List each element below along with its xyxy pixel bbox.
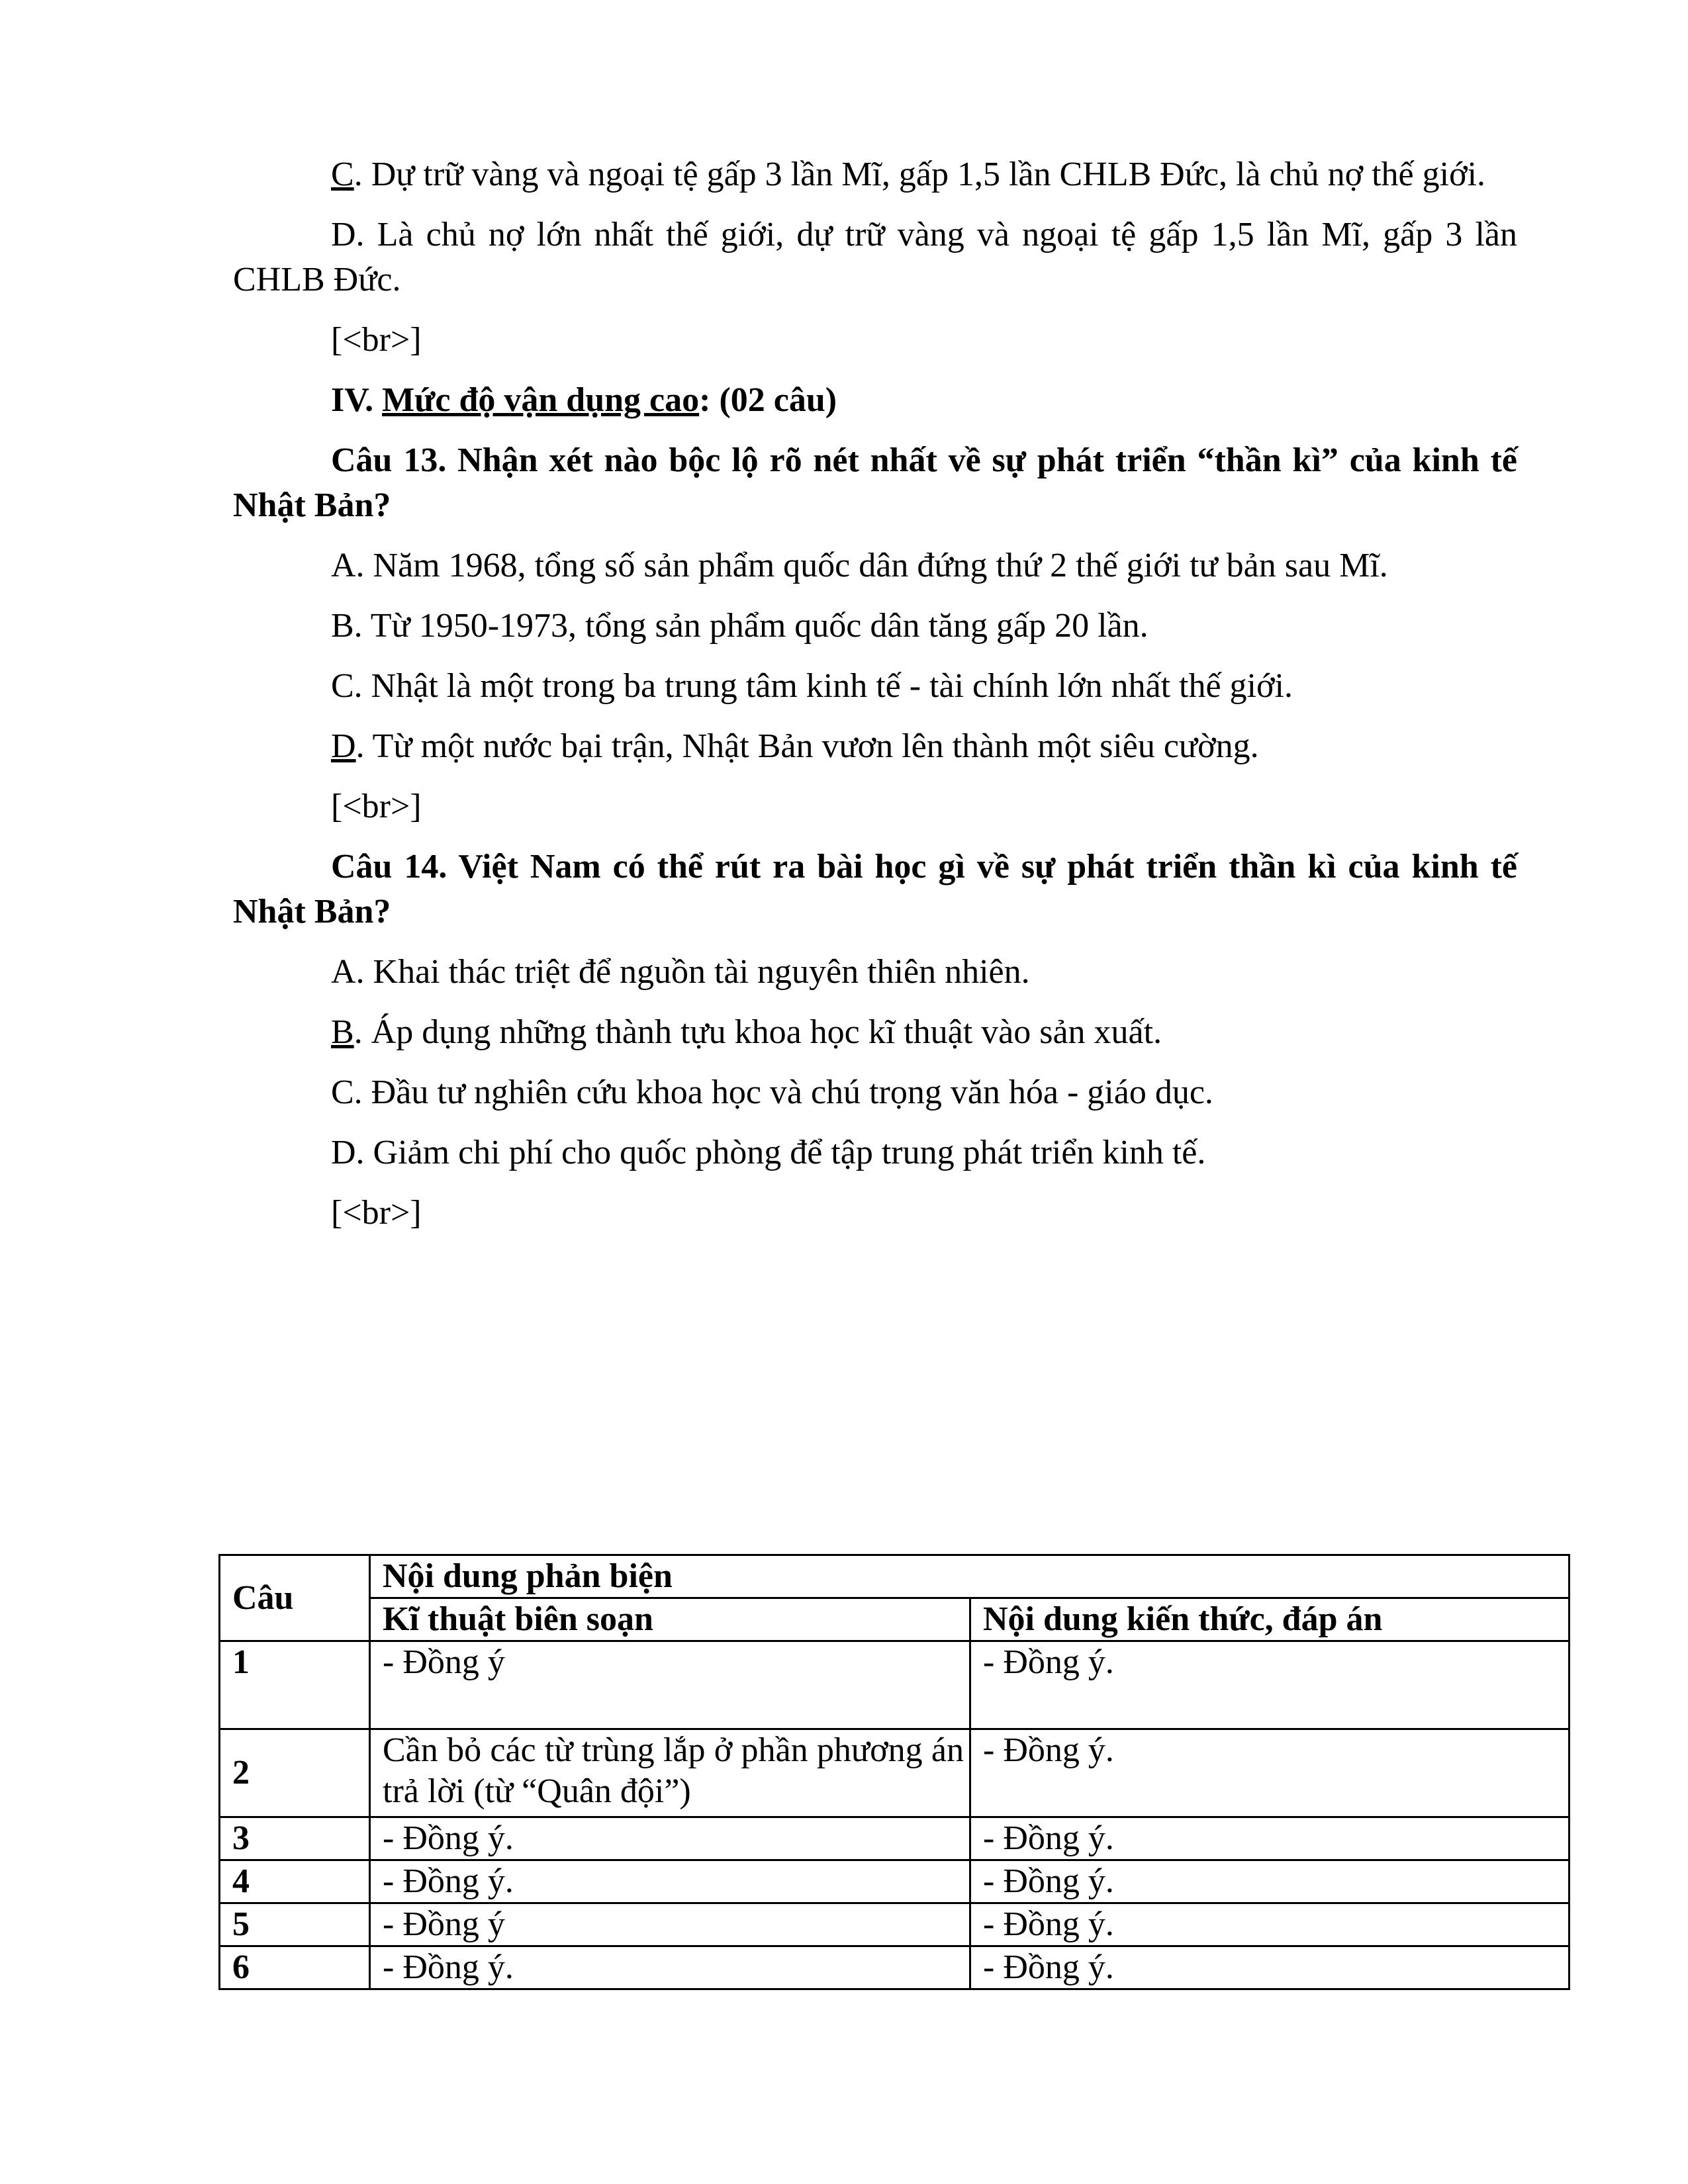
table-row [220, 1860, 1570, 1903]
header-technique: Kĩ thuật biên soạn [370, 1598, 970, 1641]
section-title: Mức độ vận dụng cao [382, 381, 700, 419]
q14-stem: Câu 14. Việt Nam có thể rút ra bài học gì về sự phát triển thần kì của kinh tế Nhật Bản? [233, 848, 1517, 931]
br-marker: [<br>] [331, 788, 422, 825]
section-roman: IV. [331, 381, 383, 419]
q12-option-d: D. Là chủ nợ lớn nhất thế giới, dự trữ vàng và ngoại tệ gấp 1,5 lần Mĩ, gấp 3 lần CHLB Đức. [233, 216, 1517, 298]
row-technique: - Đồng ý. [370, 1946, 970, 1989]
br-marker: [<br>] [331, 321, 422, 359]
q12-option-c-letter: C [331, 156, 354, 193]
header-content: Nội dung kiến thức, đáp án [970, 1598, 1570, 1641]
row-number: 1 [220, 1641, 370, 1729]
row-number: 4 [220, 1860, 370, 1903]
row-technique: - Đồng ý [370, 1903, 970, 1946]
row-content: - Đồng ý. [970, 1817, 1570, 1860]
row-content: - Đồng ý. [970, 1860, 1570, 1903]
row-technique: - Đồng ý [370, 1641, 970, 1729]
q13-option-d-text: . Từ một nước bại trận, Nhật Bản vươn lên thành một siêu cường. [355, 727, 1259, 765]
row-number: 3 [220, 1817, 370, 1860]
q13-option-c: C. Nhật là một trong ba trung tâm kinh tế - tài chính lớn nhất thế giới. [331, 667, 1293, 705]
table-row [220, 1903, 1570, 1946]
q14-option-b-text: . Áp dụng những thành tựu khoa học kĩ thuật vào sản xuất. [353, 1013, 1162, 1051]
row-content: - Đồng ý. [970, 1641, 1570, 1729]
row-number: 2 [220, 1729, 370, 1817]
row-number: 6 [220, 1946, 370, 1989]
table-header-row [220, 1555, 1570, 1598]
q14-option-d: D. Giảm chi phí cho quốc phòng để tập trung phát triển kinh tế. [331, 1134, 1206, 1171]
q12-option-c-text: . Dự trữ vàng và ngoại tệ gấp 3 lần Mĩ, gấp 1,5 lần CHLB Đức, là chủ nợ thế giới. [353, 156, 1486, 193]
header-cau: Câu [220, 1555, 370, 1641]
q12-option-c [233, 152, 1517, 197]
section-count: : (02 câu) [699, 381, 837, 419]
q14-option-b [233, 1010, 1517, 1055]
table-row [220, 1817, 1570, 1860]
q13-option-d-letter: D [331, 727, 356, 765]
row-content: - Đồng ý. [970, 1946, 1570, 1989]
row-number: 5 [220, 1903, 370, 1946]
row-content: - Đồng ý. [970, 1729, 1570, 1817]
table-row [220, 1729, 1570, 1817]
q13-stem: Câu 13. Nhận xét nào bộc lộ rõ nét nhất về sự phát triển “thần kì” của kinh tế Nhật Bản? [233, 441, 1517, 524]
q13-option-d [233, 724, 1517, 769]
q13-option-b: B. Từ 1950-1973, tổng sản phẩm quốc dân tăng gấp 20 lần. [331, 607, 1149, 645]
question-body [233, 152, 1517, 1251]
row-technique: - Đồng ý. [370, 1817, 970, 1860]
row-content: - Đồng ý. [970, 1903, 1570, 1946]
table-subheader-row [220, 1598, 1570, 1641]
header-group: Nội dung phản biện [370, 1555, 1570, 1598]
table-row [220, 1641, 1570, 1729]
row-technique: - Đồng ý. [370, 1860, 970, 1903]
q14-option-b-letter: B [331, 1013, 354, 1051]
q14-option-c: C. Đầu tư nghiên cứu khoa học và chú trọng văn hóa - giáo dục. [331, 1073, 1213, 1111]
q13-option-a: A. Năm 1968, tổng số sản phẩm quốc dân đứng thứ 2 thế giới tư bản sau Mĩ. [331, 547, 1388, 584]
table-row [220, 1946, 1570, 1989]
review-table [218, 1554, 1570, 1990]
section-heading [233, 378, 1517, 423]
row-technique: Cần bỏ các từ trùng lắp ở phần phương án trả lời (từ “Quân đội”) [370, 1729, 970, 1817]
br-marker: [<br>] [331, 1194, 422, 1232]
q14-option-a: A. Khai thác triệt để nguồn tài nguyên thiên nhiên. [331, 953, 1030, 991]
